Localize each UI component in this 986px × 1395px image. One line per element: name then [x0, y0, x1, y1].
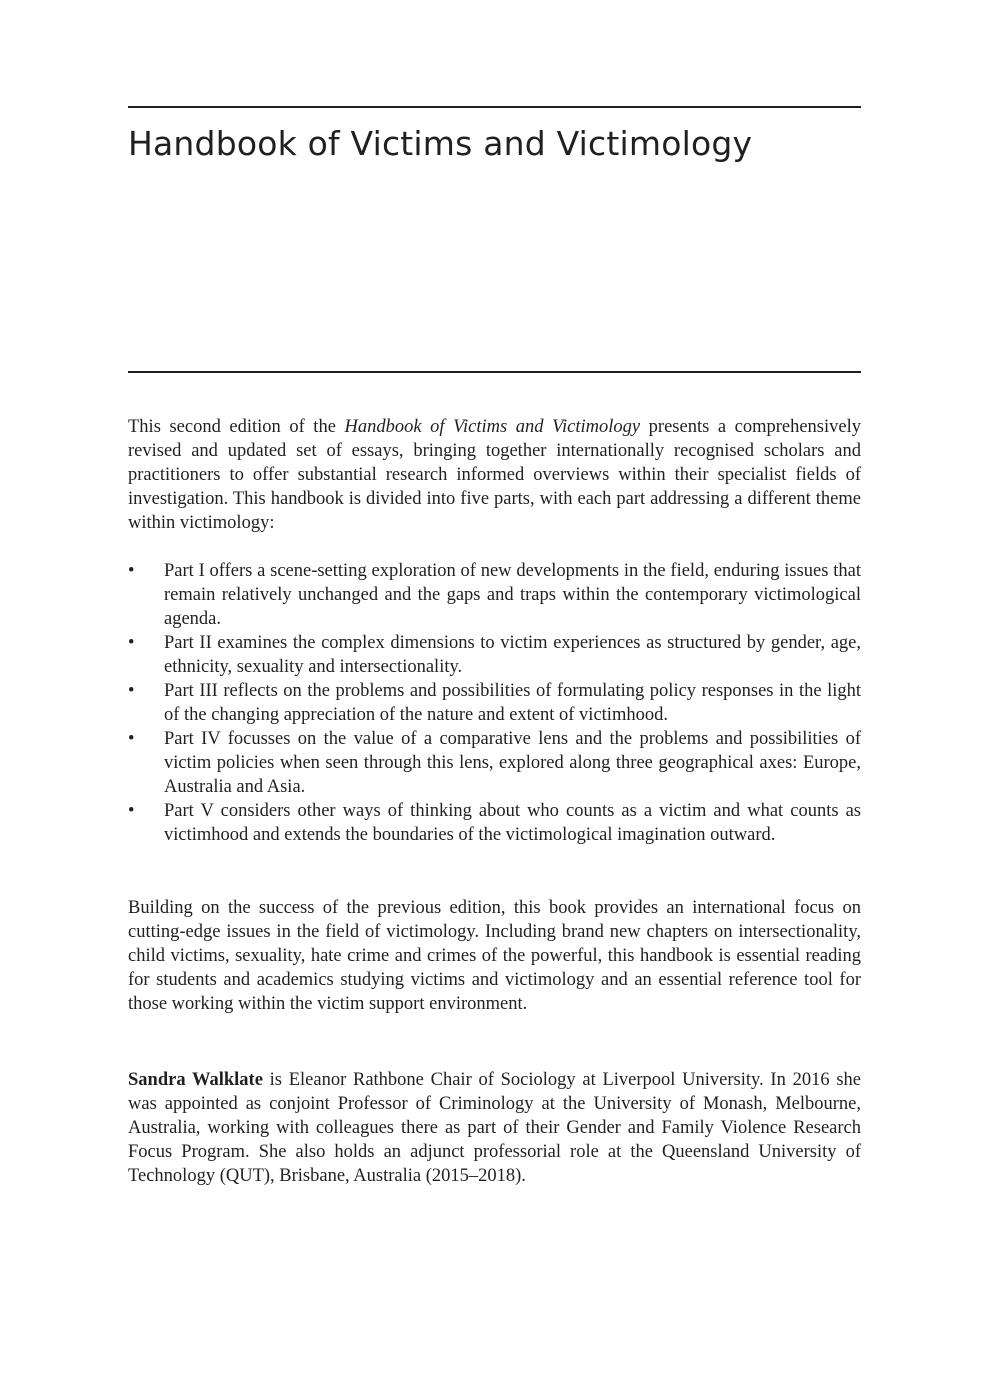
- bullet-icon: •: [128, 729, 135, 749]
- bullet-icon: •: [128, 561, 135, 581]
- list-item: [128, 679, 861, 727]
- list-item: [128, 727, 861, 799]
- list-item-text: Part V considers other ways of thinking about who counts as a victim and what counts as victimhood and extends the boundaries of the victimological imagination outward.: [164, 801, 861, 845]
- list-item: [128, 559, 861, 631]
- list-item-text: Part IV focusses on the value of a comparative lens and the problems and possibilities of victim policies when seen through this lens, explored along three geographical axes: Europe, Australia and Asia.: [164, 729, 861, 797]
- list-item: [128, 799, 861, 847]
- list-item-text: Part II examines the complex dimensions to victim experiences as structured by gender, age, ethnicity, sexuality and intersectionality.: [164, 633, 861, 677]
- outro-paragraph: [128, 896, 861, 1016]
- author-bio: [128, 1068, 861, 1188]
- book-title: Handbook of Victims and Victimology: [128, 124, 753, 163]
- intro-lead: This second edition of the: [128, 417, 345, 437]
- bullet-icon: •: [128, 681, 135, 701]
- author-name: Sandra Walklate: [128, 1070, 263, 1090]
- top-rule: [128, 106, 861, 108]
- list-item-text: Part III reflects on the problems and possibilities of formulating policy responses in the light of the changing appreciation of the nature and extent of victimhood.: [164, 681, 861, 725]
- intro-rest: presents a comprehensively revised and updated set of essays, bringing together internationally recognised scholars and practitioners to offer substantial research informed overviews within their specialist fields of investigation. This handbook is divided into five parts, with each part addressing a different theme within victimology:: [128, 417, 861, 533]
- parts-list: [128, 559, 861, 847]
- bullet-icon: •: [128, 633, 135, 653]
- bullet-icon: •: [128, 801, 135, 821]
- author-bio-text: is Eleanor Rathbone Chair of Sociology at Liverpool University. In 2016 she was appointed as conjoint Professor of Criminology at the University of Monash, Melbourne, Australia, working with colleagues there as part of their Gender and Family Violence Research Focus Program. She also holds an adjunct professorial role at the Queensland University of Technology (QUT), Brisbane, Australia (2015–2018).: [128, 1070, 861, 1186]
- outro-text: Building on the success of the previous edition, this book provides an international focus on cutting-edge issues in the field of victimology. Including brand new chapters on intersectionality, child victims, sexuality, hate crime and crimes of the powerful, this handbook is essential reading for students and academics studying victims and victimology and an essential reference tool for those working within the victim support environment.: [128, 898, 861, 1014]
- intro-book-title: Handbook of Victims and Victimology: [344, 417, 641, 437]
- list-item: [128, 631, 861, 679]
- section-rule: [128, 371, 861, 373]
- intro-paragraph: [128, 415, 861, 535]
- list-item-text: Part I offers a scene-setting exploration of new developments in the field, enduring issues that remain relatively unchanged and the gaps and traps within the contemporary victimological agenda.: [164, 561, 861, 629]
